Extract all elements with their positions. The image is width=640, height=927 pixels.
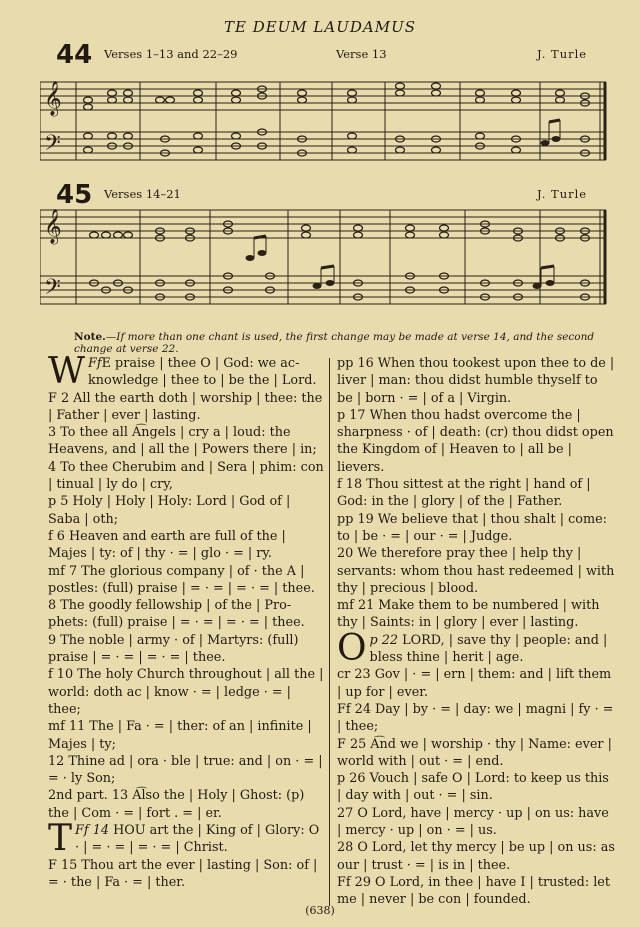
verse-16: pp 16 When thou tookest upon thee to de | liver | man: thou didst humble thyself to be | born · = | of a | Virgin. <box>337 356 615 406</box>
note-label: Note. <box>74 331 106 343</box>
verse-11: mf 11 The | Fa · = | ther: of an | infinite | Majes | ty; <box>48 719 312 752</box>
verse-1-lead: Ff <box>88 356 102 371</box>
drop-cap-o: O <box>337 627 367 669</box>
note <box>74 331 630 355</box>
verse-27: 27 O Lord, have | mercy · up | on us: have | mercy · up | on · = | us. <box>337 805 609 839</box>
page-number: (638) <box>305 904 335 917</box>
bass-clef-icon: 𝄢 <box>44 131 61 161</box>
treble-staff-44 <box>40 82 606 110</box>
verse-14-text: HOU art the | King of | Glory: O · | = · = | = · = | Christ. <box>75 823 320 856</box>
page-title: TE DEUM LAUDAMUS <box>223 18 417 36</box>
column-divider <box>329 358 330 906</box>
verse-14 <box>48 818 324 860</box>
verse-24: Ff 24 Day | by · = | day: we | magni | fy · = | thee; <box>337 701 614 735</box>
verse-10: f 10 The holy Church throughout | all the | world: doth ac | know · = | ledge · = | thee; <box>48 667 324 717</box>
note-text: —If more than one chant is used, the first change may be made at verse 14, and the second change at verse 22. <box>74 331 595 355</box>
bass-clef-icon: 𝄢 <box>44 275 61 305</box>
verse-29: Ff 29 O Lord, in thee | have I | trusted: let me | never | be con | founded. <box>337 874 611 908</box>
verse-22-lead: p 22 <box>369 632 399 648</box>
verse-1 <box>48 351 324 392</box>
verse-9: 9 The noble | army · of | Martyrs: (full) praise | = · = | = · = | thee. <box>48 632 299 666</box>
verse-25: F 25 A͡nd we | worship · thy | Name: ever | world with | out · = | end. <box>337 736 612 769</box>
chant-45-score <box>40 198 610 316</box>
treble-clef-icon: 𝄞 <box>44 81 62 116</box>
verse-28: 28 O Lord, let thy mercy | be up | on us: as our | trust · = | is in | thee. <box>337 840 615 873</box>
verse-13: 2nd part. 13 A͡lso the | Holy | Ghost: (p) the | Com · = | fort . = | er. <box>48 788 305 821</box>
verse-14-lead: Ff 14 <box>75 823 109 839</box>
verse-20: 20 We therefore pray thee | help thy | servants: whom thou hast redeemed | with thy | precious | blood. <box>337 546 615 596</box>
verse-5: p 5 Holy | Holy | Holy: Lord | God of | Saba | oth; <box>48 494 291 527</box>
treble-clef-icon: 𝄞 <box>44 209 62 244</box>
verse-1-text: E praise | thee O | God: we acknowledge | thee to | be the | Lord. <box>88 356 317 389</box>
verse-18: f 18 Thou sittest at the right | hand of | God: in the | glory | of the | Father. <box>337 477 591 510</box>
drop-cap-t: T <box>48 818 73 860</box>
verse-15: F 15 Thou art the ever | lasting | Son: of | = · the | Fa · = | ther. <box>48 857 318 890</box>
verse-6: f 6 Heaven and earth are full of the | Majes | ty: of | thy · = | glo · = | ry. <box>48 528 286 562</box>
verse-22 <box>337 627 615 669</box>
verse-23: cr 23 Gov | · = | ern | them: and | lift them | up for | ever. <box>337 667 612 700</box>
drop-cap-w: W <box>48 351 86 392</box>
verse-22-text: LORD, | save thy | people: and | bless thine | herit | age. <box>369 632 608 666</box>
verse-19: pp 19 We believe that | thou shalt | come: to | be · = | our · = | Judge. <box>337 511 607 544</box>
chant-number-44: 44 <box>56 40 93 70</box>
text-column-right <box>337 355 615 909</box>
chant-44-verses: Verses 1–13 and 22–29 <box>104 47 238 61</box>
chant-44-verse13-label: Verse 13 <box>336 47 387 61</box>
chant-number-45: 45 <box>56 180 93 210</box>
verse-8: 8 The goodly fellowship | of the | Prophets: (full) praise | = · = | = · = | thee. <box>48 598 305 631</box>
verse-17: p 17 When thou hadst overcome the | sharpness · of | death: (cr) thou didst open the Kingdom of | Heaven to | all be | lievers. <box>337 407 614 475</box>
bass-staff-44 <box>40 132 606 160</box>
chant-44-score <box>40 60 610 170</box>
text-column-left <box>48 351 324 891</box>
chant-45-composer: J. Turle <box>537 187 588 201</box>
verse-7: mf 7 The glorious company | of · the A | postles: (full) praise | = · = | = · = | thee. <box>48 563 315 596</box>
verse-2: F 2 All the earth doth | worship | thee: the | Father | ever | lasting. <box>48 390 323 423</box>
chant-44-composer: J. Turle <box>537 47 588 61</box>
verse-12: 12 Thine ad | ora · ble | true: and | on · = | = · ly Son; <box>48 753 323 787</box>
verse-26: p 26 Vouch | safe O | Lord: to keep us this | day with | out · = | sin. <box>337 771 609 804</box>
verse-21: mf 21 Make them to be numbered | with thy | Saints: in | glory | ever | lasting. <box>337 598 600 631</box>
chant-45-verses: Verses 14–21 <box>104 187 181 201</box>
verse-3: 3 To thee all A͡ngels | cry a | loud: the Heavens, and | all the | Powers there | in; <box>48 425 317 458</box>
verse-4: 4 To thee Cherubim and | Sera | phim: con | tinual | ly do | cry, <box>48 459 324 493</box>
